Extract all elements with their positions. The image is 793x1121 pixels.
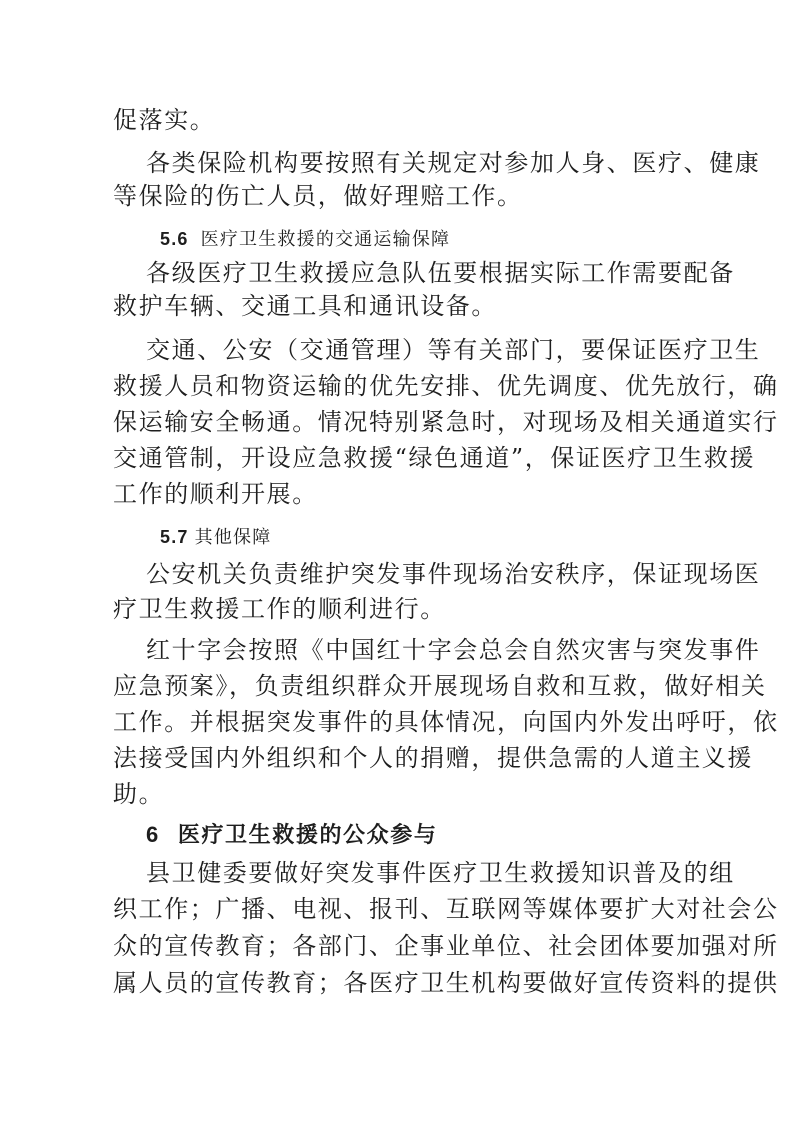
text-line: 交通、公安（交通管理）等有关部门，要保证医疗卫生 bbox=[146, 336, 761, 364]
section-heading bbox=[146, 819, 437, 851]
text-line: 公安机关负责维护突发事件现场治安秩序，保证现场医 bbox=[146, 560, 761, 588]
subsection-number: 5.7 bbox=[160, 527, 189, 547]
subsection-title: 其他保障 bbox=[194, 527, 272, 548]
section-title: 医疗卫生救援的公众参与 bbox=[177, 822, 438, 848]
text-line: 促落实。 bbox=[113, 106, 216, 134]
text-line: 救援人员和物资运输的优先安排、优先调度、优先放行，确 bbox=[113, 372, 779, 400]
text-line: 工作的顺利开展。 bbox=[113, 480, 318, 508]
subsection-heading bbox=[160, 521, 271, 554]
text-line: 县卫健委要做好突发事件医疗卫生救援知识普及的组 bbox=[146, 859, 735, 887]
text-line: 红十字会按照《中国红十字会总会自然灾害与突发事件 bbox=[146, 636, 761, 664]
text-line: 各级医疗卫生救援应急队伍要根据实际工作需要配备 bbox=[146, 259, 735, 287]
text-line: 助。 bbox=[113, 780, 165, 808]
section-number: 6 bbox=[146, 822, 160, 847]
subsection-title: 医疗卫生救援的交通运输保障 bbox=[200, 229, 451, 250]
subsection-heading bbox=[160, 223, 450, 256]
text-line: 等保险的伤亡人员，做好理赔工作。 bbox=[113, 182, 523, 210]
text-line: 工作。并根据突发事件的具体情况，向国内外发出呼吁，依 bbox=[113, 708, 779, 736]
text-line: 各类保险机构要按照有关规定对参加人身、医疗、健康 bbox=[146, 149, 761, 177]
text-line: 应急预案》，负责组织群众开展现场自救和互救，做好相关 bbox=[113, 672, 767, 700]
subsection-number: 5.6 bbox=[160, 229, 189, 249]
text-line: 属人员的宣传教育；各医疗卫生机构要做好宣传资料的提供 bbox=[113, 969, 779, 997]
text-line: 疗卫生救援工作的顺利进行。 bbox=[113, 595, 446, 623]
text-line: 众的宣传教育；各部门、企事业单位、社会团体要加强对所 bbox=[113, 932, 779, 960]
text-line: 救护车辆、交通工具和通讯设备。 bbox=[113, 292, 497, 320]
text-line: 交通管制，开设应急救援“绿色通道”，保证医疗卫生救援 bbox=[113, 444, 756, 472]
text-line: 保运输安全畅通。情况特别紧急时，对现场及相关通道实行 bbox=[113, 408, 779, 436]
text-line: 织工作；广播、电视、报刊、互联网等媒体要扩大对社会公 bbox=[113, 895, 779, 923]
text-line: 法接受国内外组织和个人的捐赠，提供急需的人道主义援 bbox=[113, 744, 753, 772]
